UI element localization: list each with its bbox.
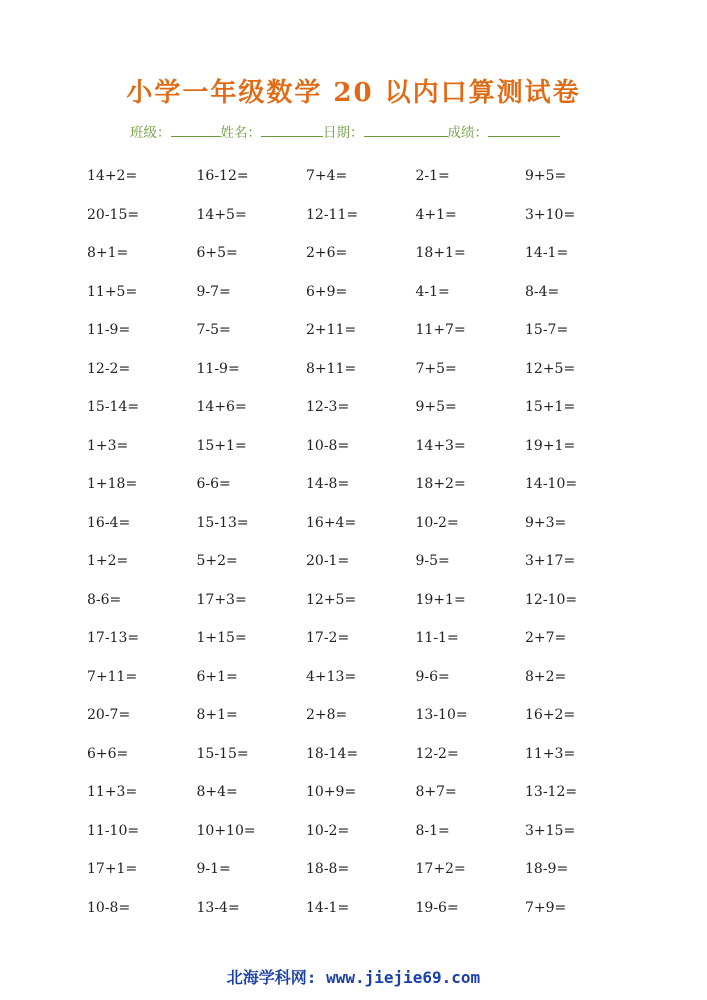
math-problem: 11+3= xyxy=(525,745,576,762)
math-problem: 14+2= xyxy=(87,168,138,185)
math-problem: 6+6= xyxy=(87,745,129,762)
student-info-line xyxy=(130,121,580,141)
math-problem: 4-1= xyxy=(415,283,450,300)
math-problem: 11+5= xyxy=(87,283,138,300)
math-problem: 18-8= xyxy=(306,861,350,878)
math-problem: 2+8= xyxy=(306,707,348,724)
math-problem: 9-5= xyxy=(415,553,450,570)
math-problem: 9+5= xyxy=(525,168,567,185)
math-problem: 10-2= xyxy=(415,514,459,531)
math-problem: 14+3= xyxy=(415,437,466,454)
math-problem: 14-1= xyxy=(525,245,569,262)
math-problem: 17+1= xyxy=(87,861,138,878)
math-problem: 15-13= xyxy=(196,514,249,531)
math-problem: 19+1= xyxy=(415,591,466,608)
math-problem: 10+9= xyxy=(306,784,357,801)
math-problem: 10+10= xyxy=(196,822,256,839)
math-problem: 14+6= xyxy=(196,399,247,416)
problem-row xyxy=(87,311,635,350)
problem-row xyxy=(87,427,635,466)
info-blank-line xyxy=(261,123,323,137)
math-problem: 9-7= xyxy=(196,283,231,300)
math-problem: 12-2= xyxy=(87,360,131,377)
math-problem: 17-13= xyxy=(87,630,140,647)
math-problem: 19-6= xyxy=(415,899,459,916)
math-problem: 20-7= xyxy=(87,707,131,724)
math-problem: 9+3= xyxy=(525,514,567,531)
math-problem: 8+2= xyxy=(525,668,567,685)
math-problem: 15+1= xyxy=(196,437,247,454)
math-problem: 7+4= xyxy=(306,168,348,185)
math-problem: 8-4= xyxy=(525,283,560,300)
math-problem: 20-1= xyxy=(306,553,350,570)
problem-row xyxy=(87,542,635,581)
math-problem: 14-1= xyxy=(306,899,350,916)
math-problem: 6-6= xyxy=(196,476,231,493)
math-problem: 7-5= xyxy=(196,322,231,339)
math-problem: 12-2= xyxy=(415,745,459,762)
math-problem: 11+7= xyxy=(415,322,466,339)
math-problem: 17+3= xyxy=(196,591,247,608)
math-problem: 2-1= xyxy=(415,168,450,185)
problem-row xyxy=(87,889,635,928)
info-blank-line xyxy=(488,123,560,137)
problem-grid xyxy=(87,157,635,927)
math-problem: 6+1= xyxy=(196,668,238,685)
math-problem: 15+1= xyxy=(525,399,576,416)
problem-row xyxy=(87,350,635,389)
math-problem: 3+15= xyxy=(525,822,576,839)
problem-row xyxy=(87,658,635,697)
math-problem: 13-12= xyxy=(525,784,578,801)
math-problem: 16+2= xyxy=(525,707,576,724)
math-problem: 18-14= xyxy=(306,745,359,762)
math-problem: 8-6= xyxy=(87,591,122,608)
info-label: 日期： xyxy=(323,125,364,141)
math-problem: 6+9= xyxy=(306,283,348,300)
problem-row xyxy=(87,465,635,504)
math-problem: 11-10= xyxy=(87,822,140,839)
math-problem: 9-1= xyxy=(196,861,231,878)
math-problem: 4+13= xyxy=(306,668,357,685)
problem-row xyxy=(87,850,635,889)
math-problem: 14-10= xyxy=(525,476,578,493)
math-problem: 8+4= xyxy=(196,784,238,801)
math-problem: 13-10= xyxy=(415,707,468,724)
math-problem: 4+1= xyxy=(415,206,457,223)
math-problem: 8+11= xyxy=(306,360,357,377)
problem-row xyxy=(87,773,635,812)
math-problem: 17-2= xyxy=(306,630,350,647)
math-problem: 18+1= xyxy=(415,245,466,262)
math-problem: 11-1= xyxy=(415,630,459,647)
problem-row xyxy=(87,812,635,851)
math-problem: 5+2= xyxy=(196,553,238,570)
math-problem: 1+2= xyxy=(87,553,129,570)
math-problem: 2+7= xyxy=(525,630,567,647)
math-problem: 3+17= xyxy=(525,553,576,570)
math-problem: 11+3= xyxy=(87,784,138,801)
math-problem: 1+15= xyxy=(196,630,247,647)
math-problem: 7+9= xyxy=(525,899,567,916)
info-label: 姓名： xyxy=(220,125,261,141)
math-problem: 17+2= xyxy=(415,861,466,878)
math-problem: 9+5= xyxy=(415,399,457,416)
math-problem: 20-15= xyxy=(87,206,140,223)
math-problem: 11-9= xyxy=(87,322,131,339)
info-label: 班级： xyxy=(130,125,171,141)
math-problem: 10-2= xyxy=(306,822,350,839)
math-problem: 18+2= xyxy=(415,476,466,493)
math-problem: 3+10= xyxy=(525,206,576,223)
info-blank-line xyxy=(364,123,448,137)
math-problem: 8-1= xyxy=(415,822,450,839)
math-problem: 10-8= xyxy=(306,437,350,454)
problem-row xyxy=(87,388,635,427)
problem-row xyxy=(87,157,635,196)
math-problem: 7+11= xyxy=(87,668,138,685)
math-problem: 12-10= xyxy=(525,591,578,608)
problem-row xyxy=(87,696,635,735)
math-problem: 12-3= xyxy=(306,399,350,416)
math-problem: 2+11= xyxy=(306,322,357,339)
math-problem: 1+18= xyxy=(87,476,138,493)
math-problem: 15-7= xyxy=(525,322,569,339)
site-footer: 北海学科网: www.jiejie69.com xyxy=(226,968,481,987)
math-problem: 14-8= xyxy=(306,476,350,493)
math-problem: 1+3= xyxy=(87,437,129,454)
math-problem: 14+5= xyxy=(196,206,247,223)
math-problem: 8+7= xyxy=(415,784,457,801)
info-label: 成绩： xyxy=(447,125,488,141)
math-problem: 7+5= xyxy=(415,360,457,377)
math-problem: 19+1= xyxy=(525,437,576,454)
math-problem: 18-9= xyxy=(525,861,569,878)
page-title: 小学一年级数学 20 以内口算测试卷 xyxy=(126,78,581,108)
math-problem: 15-14= xyxy=(87,399,140,416)
math-problem: 10-8= xyxy=(87,899,131,916)
math-problem: 6+5= xyxy=(196,245,238,262)
problem-row xyxy=(87,504,635,543)
math-problem: 13-4= xyxy=(196,899,240,916)
info-blank-line xyxy=(171,123,221,137)
math-problem: 8+1= xyxy=(196,707,238,724)
math-problem: 15-15= xyxy=(196,745,249,762)
math-problem: 2+6= xyxy=(306,245,348,262)
math-problem: 11-9= xyxy=(196,360,240,377)
math-problem: 12-11= xyxy=(306,206,359,223)
problem-row xyxy=(87,234,635,273)
math-problem: 16-4= xyxy=(87,514,131,531)
math-problem: 9-6= xyxy=(415,668,450,685)
problem-row xyxy=(87,581,635,620)
problem-row xyxy=(87,196,635,235)
math-problem: 16-12= xyxy=(196,168,249,185)
math-problem: 16+4= xyxy=(306,514,357,531)
math-problem: 8+1= xyxy=(87,245,129,262)
problem-row xyxy=(87,273,635,312)
problem-row xyxy=(87,619,635,658)
math-problem: 12+5= xyxy=(525,360,576,377)
math-problem: 12+5= xyxy=(306,591,357,608)
problem-row xyxy=(87,735,635,774)
